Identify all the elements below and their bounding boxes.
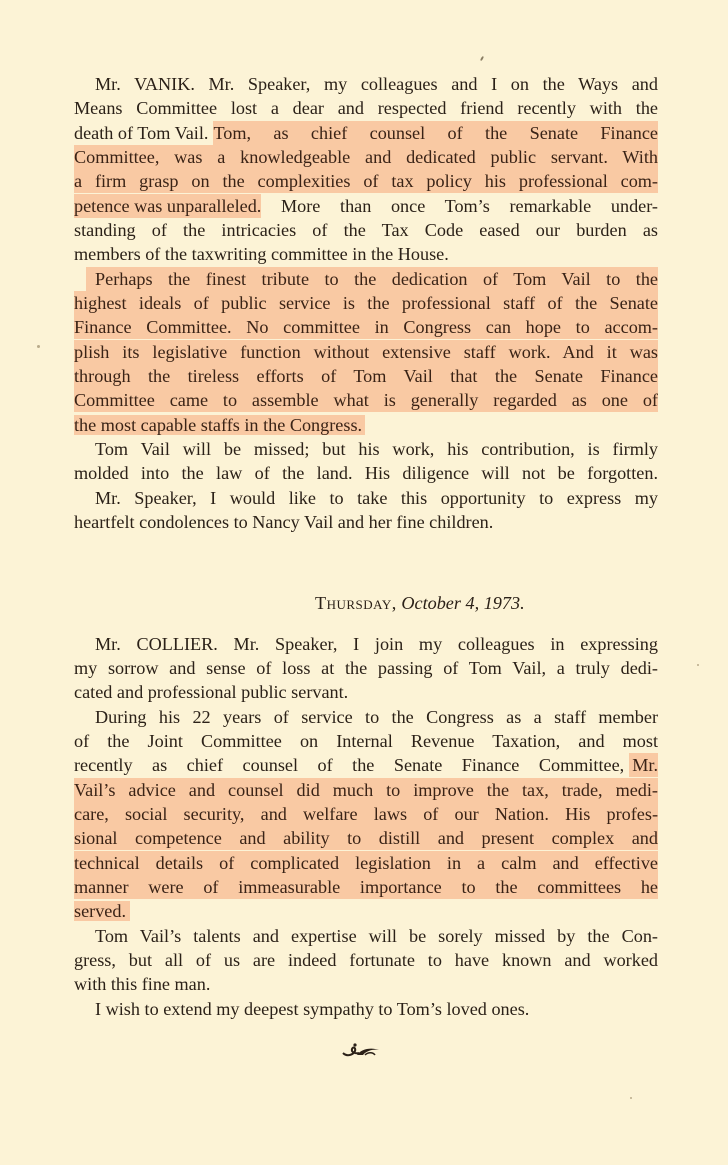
vanik-line-2: Means Committee lost a dear and respected friend recently with the bbox=[74, 98, 658, 118]
talents-line-1: Tom Vail’s talents and expertise will be sorely missed by the Con- bbox=[95, 926, 658, 946]
condolence-line-1: Mr. Speaker, I would like to take this opportunity to express my bbox=[95, 488, 658, 508]
dateline bbox=[315, 591, 525, 615]
tribute-line-4-highlighted: plish its legislative function without extensive staff work. And it was bbox=[74, 342, 658, 362]
tribute-line-5-highlighted: through the tireless efforts of Tom Vail that the Senate Finance bbox=[74, 366, 658, 386]
service-line-3-plain: recently as chief counsel of the Senate Finance Committee, bbox=[74, 755, 625, 775]
tribute-line-7 bbox=[74, 413, 365, 437]
service-line-4-highlighted: Vail’s advice and counsel did much to improve the tax, trade, medi- bbox=[74, 780, 658, 800]
paper-speck bbox=[480, 56, 484, 61]
missed-line-2: molded into the law of the land. His diligence will not be forgotten. bbox=[74, 463, 658, 483]
collier-line-3: cated and professional public servant. bbox=[74, 682, 349, 702]
tribute-line-2-highlighted: highest ideals of public service is the professional staff of the Senate bbox=[74, 293, 658, 313]
service-line-5-highlighted: care, social security, and welfare laws of our Nation. His profes- bbox=[74, 804, 658, 824]
vanik-line-1: Mr. VANIK. Mr. Speaker, my colleagues and I on the Ways and bbox=[95, 74, 658, 94]
paper-speck bbox=[697, 664, 699, 666]
paper-speck bbox=[37, 345, 40, 348]
highlight-span: served. bbox=[74, 901, 130, 921]
vanik-line-8: members of the taxwriting committee in the House. bbox=[74, 244, 449, 264]
collier-line-1: Mr. COLLIER. Mr. Speaker, I join my colleagues in expressing bbox=[95, 634, 658, 654]
tribute-line-6-highlighted: Committee came to assemble what is generally regarded as one of bbox=[74, 390, 658, 410]
vanik-line-6-plain: More than once Tom’s remarkable under- bbox=[261, 196, 658, 216]
highlight-span: Mr. bbox=[629, 753, 658, 777]
highlight-span: petence was unparalleled. bbox=[74, 196, 262, 216]
condolence-line-2: heartfelt condolences to Nancy Vail and her fine children. bbox=[74, 512, 494, 532]
vanik-line-3-plain: death of Tom Vail. bbox=[74, 123, 209, 143]
vanik-line-3 bbox=[74, 121, 658, 145]
vanik-line-6 bbox=[74, 194, 658, 218]
service-line-9 bbox=[74, 899, 130, 923]
talents-line-2: gress, but all of us are indeed fortunate to have known and worked bbox=[74, 950, 658, 970]
service-line-7-highlighted: technical details of complicated legislation in a calm and effective bbox=[74, 853, 658, 873]
missed-line-1: Tom Vail will be missed; but his work, his contribution, is firmly bbox=[95, 439, 658, 459]
paper-speck bbox=[630, 1097, 632, 1099]
service-line-1: During his 22 years of service to the Congress as a staff member bbox=[95, 707, 658, 727]
highlight-span: the most capable staffs in the Congress. bbox=[74, 415, 365, 435]
service-line-2: of the Joint Committee on Internal Revenue Taxation, and most bbox=[74, 731, 658, 751]
service-line-6-highlighted: sional competence and ability to distill and present complex and bbox=[74, 828, 658, 848]
vanik-line-4-highlighted: Committee, was a knowledgeable and dedicated public servant. With bbox=[74, 147, 658, 167]
collier-line-2: my sorrow and sense of loss at the passing of Tom Vail, a truly dedi- bbox=[74, 658, 658, 678]
sympathy-line: I wish to extend my deepest sympathy to Tom’s loved ones. bbox=[95, 999, 530, 1019]
dateline-date: October 4, 1973. bbox=[401, 593, 525, 613]
fleuron-ornament-icon bbox=[341, 1041, 383, 1059]
vanik-line-5-highlighted: a firm grasp on the complexities of tax policy his professional com- bbox=[74, 171, 658, 191]
service-line-8-highlighted: manner were of immeasurable importance to the committees he bbox=[74, 877, 658, 897]
service-line-3 bbox=[74, 753, 658, 777]
dateline-day: Thursday, bbox=[315, 593, 397, 613]
tribute-line-1-highlighted: Perhaps the finest tribute to the dedication of Tom Vail to the bbox=[86, 267, 658, 291]
highlight-span: Tom, as chief counsel of the Senate Finance bbox=[213, 123, 658, 143]
tribute-line-3-highlighted: Finance Committee. No committee in Congress can hope to accom- bbox=[74, 317, 658, 337]
talents-line-3: with this fine man. bbox=[74, 974, 211, 994]
vanik-line-7: standing of the intricacies of the Tax Code eased our burden as bbox=[74, 220, 658, 240]
